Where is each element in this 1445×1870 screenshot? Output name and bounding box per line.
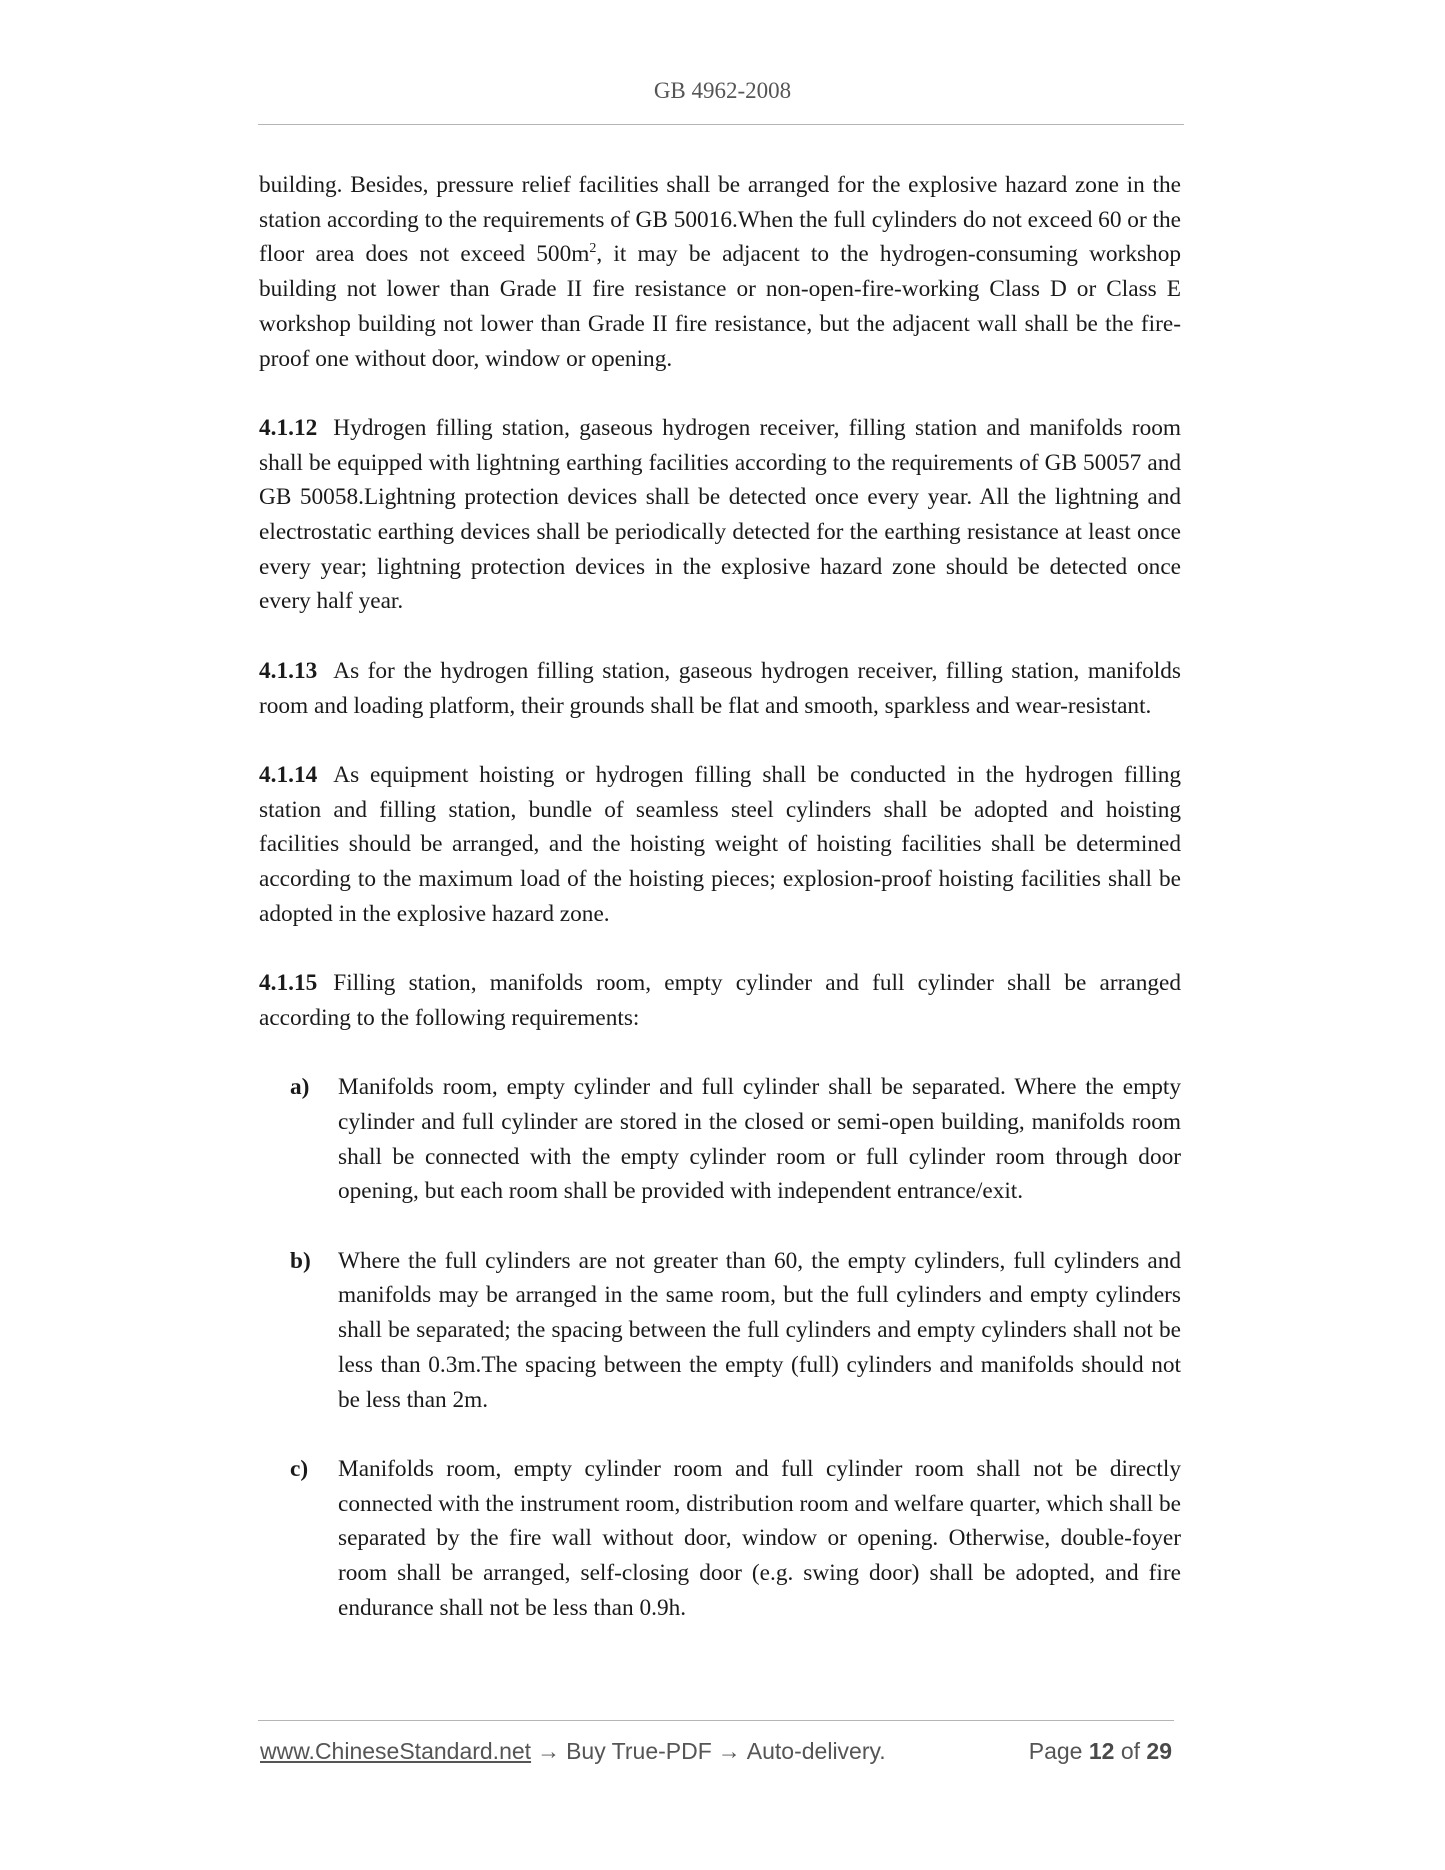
clause-text: As for the hydrogen filling station, gaseous hydrogen receiver, filling station, manifolds room and loading platform, their grounds shall be flat and smooth, sparkless and wear-resistant.	[259, 657, 1181, 719]
list-text: Where the full cylinders are not greater than 60, the empty cylinders, full cylinders and manifolds may be arranged in the same room, but the full cylinders and empty cylinders shall be separated; the spacing between the full cylinders and empty cylinders shall not be less than 0.3m.The spacing between the empty (full) cylinders and manifolds should not be less than 2m.	[338, 1247, 1181, 1413]
clause-number: 4.1.13	[259, 657, 318, 684]
list-item-b	[259, 1244, 1181, 1418]
list-text: Manifolds room, empty cylinder room and full cylinder room shall not be directly connected with the instrument room, distribution room and welfare quarter, which shall be separated by the fire wall without door, window or opening. Otherwise, double-foyer room shall be arranged, self-closing door (e.g. swing door) shall be adopted, and fire endurance shall not be less than 0.9h.	[338, 1455, 1181, 1621]
clause-number: 4.1.14	[259, 761, 318, 788]
clause-4-1-13	[259, 654, 1181, 723]
page-current: 12	[1088, 1738, 1115, 1764]
page-indicator	[1029, 1738, 1172, 1765]
list-text: Manifolds room, empty cylinder and full cylinder shall be separated. Where the empty cylinder and full cylinder are stored in the closed or semi-open building, manifolds room shall be connected with the empty cylinder room or full cylinder room through door opening, but each room shall be provided with independent entrance/exit.	[338, 1074, 1181, 1205]
list-label: a)	[290, 1074, 310, 1101]
clause-number: 4.1.12	[259, 414, 318, 441]
intro-paragraph	[259, 168, 1181, 376]
clause-4-1-15	[259, 966, 1181, 1035]
page-of: of	[1120, 1738, 1141, 1764]
list-label: c)	[290, 1455, 309, 1482]
delivery-text: Auto-delivery.	[746, 1738, 886, 1764]
clause-4-1-12	[259, 411, 1181, 619]
list-item-a	[259, 1070, 1181, 1209]
list-label: b)	[290, 1247, 311, 1274]
clause-number: 4.1.15	[259, 970, 318, 997]
clause-text: Hydrogen filling station, gaseous hydrogen receiver, filling station and manifolds room shall be equipped with lightning earthing facilities according to the requirements of GB 50057 and GB 50058.Lightning protection devices shall be detected once every year. All the lightning and electrostatic earthing devices shall be periodically detected for the earthing resistance at least once every year; lightning protection devices in the explosive hazard zone should be detected once every half year.	[259, 414, 1181, 615]
header-title: GB 4962-2008	[653, 78, 792, 103]
page-total: 29	[1146, 1738, 1172, 1764]
arrow-right-icon: →	[537, 1738, 561, 1764]
arrow-right-icon: →	[717, 1738, 741, 1764]
list-item-c	[259, 1452, 1181, 1626]
clause-text: As equipment hoisting or hydrogen filling shall be conducted in the hydrogen filling station and filling station, bundle of seamless steel cylinders shall be adopted and hoisting facilities should be arranged, and the hoisting weight of hoisting facilities shall be determined according to the maximum load of the hoisting pieces; explosion-proof hoisting facilities shall be adopted in the explosive hazard zone.	[259, 761, 1181, 927]
website-link[interactable]: www.ChineseStandard.net	[260, 1738, 532, 1764]
superscript: 2	[589, 241, 597, 257]
footer	[260, 1738, 1172, 1772]
header-divider	[258, 124, 1184, 125]
clause-4-1-14	[259, 758, 1181, 932]
footer-promo	[260, 1738, 886, 1765]
footer-divider	[258, 1720, 1174, 1721]
buy-text: Buy True-PDF	[566, 1738, 712, 1764]
intro-text-part2: , it may be adjacent to the hydrogen-consuming workshop building not lower than Grade II fire resistance or non-open-fire-working Class D or Class E workshop building not lower than Grade II fire resistance, but the adjacent wall shall be the fire-proof one without door, window or opening.	[259, 241, 1181, 372]
page-label: Page	[1028, 1738, 1083, 1764]
intro-text-part1: building. Besides, pressure relief facilities shall be arranged for the explosive hazard zone in the station according to the requirements of GB 50016.When the full cylinders do not exceed 60 or the floor area does not exceed 500m	[259, 172, 1181, 268]
document-body	[259, 168, 1181, 1660]
clause-text: Filling station, manifolds room, empty cylinder and full cylinder shall be arranged according to the following requirements:	[259, 970, 1181, 1031]
